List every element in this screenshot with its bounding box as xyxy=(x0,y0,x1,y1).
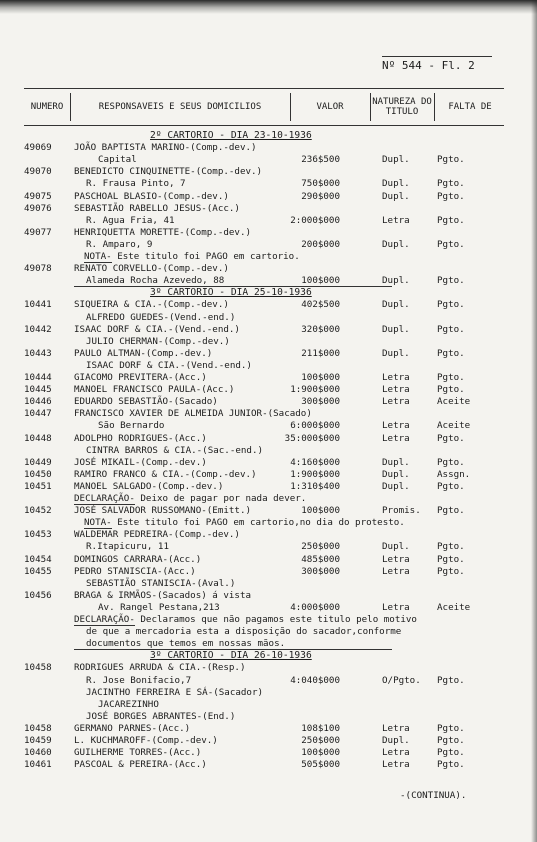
entry-natureza: Letra xyxy=(382,601,410,613)
entry-value: 1:900$000 xyxy=(290,384,340,396)
responsible-party: Capital xyxy=(98,154,137,166)
entry-number: 10459 xyxy=(24,735,52,746)
entry-number: 10449 xyxy=(24,456,52,468)
header-divider xyxy=(70,93,71,121)
entry-natureza: Promis. xyxy=(382,505,421,517)
entry-falta: Pgto. xyxy=(437,722,465,734)
entry-value: 250$000 xyxy=(301,541,340,553)
entry-natureza: Dupl. xyxy=(382,468,410,480)
entry-value: 108$100 xyxy=(301,722,340,734)
responsible-party: documentos que temos em nossas mãos. xyxy=(86,638,286,650)
section-rule xyxy=(74,286,392,287)
section-heading: 3º CARTORIO - DIA 26-10-1936 xyxy=(150,650,312,662)
entry-value: 4:040$000 xyxy=(290,674,340,686)
section-rule xyxy=(74,649,392,650)
responsible-party: Alameda Rocha Azevedo, 88 xyxy=(86,275,225,287)
entry-natureza: Dupl. xyxy=(382,735,410,746)
entry-number: 10447 xyxy=(24,408,52,420)
section-heading: 2º CARTORIO - DIA 23-10-1936 xyxy=(150,130,312,141)
header-divider xyxy=(434,93,435,121)
responsible-party: RAMIRO FRANCO & CIA.-(Comp.-dev.) xyxy=(74,468,257,480)
entry-falta: Pgto. xyxy=(437,505,465,517)
entry-natureza: Letra xyxy=(382,384,410,396)
responsible-party: MANOEL FRANCISCO PAULA-(Acc.) xyxy=(74,384,235,396)
entry-natureza: Letra xyxy=(382,747,410,759)
responsible-party: GIACOMO PREVITERA-(Acc.) xyxy=(74,372,207,383)
entry-natureza: Dupl. xyxy=(382,238,410,250)
entry-falta: Pgto. xyxy=(437,480,465,492)
responsible-party: SEBASTIÃO STANISCIA-(Aval.) xyxy=(86,577,236,589)
responsible-party: DOMINGOS CARRARA-(Acc.) xyxy=(74,553,202,565)
responsible-party: BRAGA & IRMÃOS-(Sacados) á vista xyxy=(74,589,252,601)
entry-number: 10455 xyxy=(24,565,52,577)
entry-number: 10448 xyxy=(24,432,52,444)
entry-natureza: Dupl. xyxy=(382,456,410,468)
scan-right-edge xyxy=(531,0,537,842)
entry-value: 100$000 xyxy=(301,372,340,383)
entry-natureza: Letra xyxy=(382,722,410,734)
entry-falta: Pgto. xyxy=(437,190,465,202)
responsible-party: R. Agua Fria, 41 xyxy=(86,214,175,226)
entry-number: 10443 xyxy=(24,347,52,359)
entry-number: 10458 xyxy=(24,662,52,674)
entry-number: 49077 xyxy=(24,226,52,238)
responsible-party: R. Jose Bonifacio,7 xyxy=(86,674,192,686)
responsible-party: R. Frausa Pinto, 7 xyxy=(86,178,186,190)
entry-natureza: Letra xyxy=(382,565,410,577)
responsible-party: PAULO ALTMAN-(Comp.-dev.) xyxy=(74,347,213,359)
entry-value: 4:160$000 xyxy=(290,456,340,468)
responsible-party: HENRIQUETTA MORETTE-(Comp.-dev.) xyxy=(74,226,252,238)
responsible-party: FRANCISCO XAVIER DE ALMEIDA JUNIOR-(Sacado) xyxy=(74,408,312,420)
entry-falta: Pgto. xyxy=(437,214,465,226)
entry-number: 10461 xyxy=(24,759,52,771)
responsible-party: JACINTHO FERREIRA E SÁ-(Sacador) xyxy=(86,686,264,698)
entry-falta: Pgto. xyxy=(437,541,465,553)
header-divider xyxy=(370,93,371,121)
entry-falta: Pgto. xyxy=(437,553,465,565)
header-valor: VALOR xyxy=(316,102,344,112)
entry-value: 100$000 xyxy=(301,505,340,517)
responsible-party: SIQUEIRA & CIA.-(Comp.-dev.) xyxy=(74,299,229,311)
entry-number: 10445 xyxy=(24,384,52,396)
responsible-party: L. KUCHMAROFF-(Comp.-dev.) xyxy=(74,735,218,746)
responsible-party: JOSÉ SALVADOR RUSSOMANO-(Emitt.) xyxy=(74,505,252,517)
header-natureza: NATUREZA DO TITULO xyxy=(372,97,432,117)
responsible-party: R.Itapicuru, 11 xyxy=(86,541,169,553)
page-reference: Nº 544 - Fl. 2 xyxy=(382,56,492,72)
entry-number: 49069 xyxy=(24,142,52,154)
entry-falta: Pgto. xyxy=(437,735,465,746)
entry-value: 402$500 xyxy=(301,299,340,311)
header-responsaveis: RESPONSAVEIS E SEUS DOMICILIOS xyxy=(98,102,262,112)
entry-falta: Pgto. xyxy=(437,275,465,287)
entry-falta: Aceite xyxy=(437,601,471,613)
responsible-party: de que a mercadoria esta a disposição do sacador,conforme xyxy=(86,626,402,638)
header-falta: FALTA DE xyxy=(448,102,492,112)
entry-value: 236$500 xyxy=(301,154,340,166)
entry-falta: Pgto. xyxy=(437,747,465,759)
responsible-party: CINTRA BARROS & CIA.-(Sac.-end.) xyxy=(86,444,264,456)
entry-falta: Pgto. xyxy=(437,674,465,686)
annotation-text: NOTA- Este titulo foi PAGO em cartorio. xyxy=(84,251,300,262)
entry-falta: Pgto. xyxy=(437,347,465,359)
responsible-party: ADOLPHO RODRIGUES-(Acc.) xyxy=(74,432,207,444)
entry-falta: Aceite xyxy=(437,420,471,432)
entry-number: 10460 xyxy=(24,747,52,759)
responsible-party: WALDEMAR PEDREIRA-(Comp.-dev.) xyxy=(74,529,240,541)
responsible-party: R. Amparo, 9 xyxy=(86,238,153,250)
responsible-party: EDUARDO SEBASTIÃO-(Sacado) xyxy=(74,396,218,408)
entry-value: 1:310$400 xyxy=(290,480,340,492)
entry-value: 750$000 xyxy=(301,178,340,190)
scan-top-edge xyxy=(0,0,537,14)
responsible-party: SEBASTIÃO RABELLO JESUS-(Acc.) xyxy=(74,202,240,214)
responsible-party: GERMANO PARNES-(Acc.) xyxy=(74,722,191,734)
responsible-party: BENEDICTO CINQUINETTE-(Comp.-dev.) xyxy=(74,166,263,178)
entry-value: 320$000 xyxy=(301,323,340,335)
entry-natureza: Dupl. xyxy=(382,347,410,359)
entry-falta: Pgto. xyxy=(437,384,465,396)
responsible-party: ALFREDO GUEDES-(Vend.-end.) xyxy=(86,311,236,323)
entry-natureza: Dupl. xyxy=(382,480,410,492)
entry-natureza: O/Pgto. xyxy=(382,674,421,686)
entry-falta: Pgto. xyxy=(437,178,465,190)
entry-number: 10451 xyxy=(24,480,52,492)
entry-value: 100$000 xyxy=(301,747,340,759)
entry-falta: Pgto. xyxy=(437,299,465,311)
entry-value: 300$000 xyxy=(301,396,340,408)
entry-falta: Assgn. xyxy=(437,468,471,480)
responsible-party: Av. Rangel Pestana,213 xyxy=(98,601,220,613)
entry-natureza: Letra xyxy=(382,420,410,432)
entry-number: 10444 xyxy=(24,372,52,383)
entry-natureza: Dupl. xyxy=(382,178,410,190)
entry-number: 10441 xyxy=(24,299,52,311)
responsible-party: JULIO CHERMAN-(Comp.-dev.) xyxy=(86,335,230,347)
annotation-text: DECLARAÇÃO- Deixo de pagar por nada dever. xyxy=(74,493,307,504)
entry-natureza: Dupl. xyxy=(382,275,410,287)
responsible-party: JOSÉ BORGES ABRANTES-(End.) xyxy=(86,710,236,722)
entry-number: 49075 xyxy=(24,190,52,202)
responsible-party: ISAAC DORF & CIA.-(Vend.-end.) xyxy=(86,359,252,371)
entry-falta: Pgto. xyxy=(437,238,465,250)
entry-natureza: Letra xyxy=(382,372,410,383)
responsible-party: São Bernardo xyxy=(98,420,165,432)
entry-number: 10450 xyxy=(24,468,52,480)
entry-number: 10454 xyxy=(24,553,52,565)
entry-value: 250$000 xyxy=(301,735,340,746)
entry-natureza: Letra xyxy=(382,214,410,226)
entry-natureza: Dupl. xyxy=(382,323,410,335)
table-header xyxy=(24,88,504,126)
header-numero: NUMERO xyxy=(30,102,64,112)
entry-number: 49076 xyxy=(24,202,52,214)
responsible-party: PEDRO STANISCIA-(Acc.) xyxy=(74,565,196,577)
continua-note: -(CONTINUA). xyxy=(400,790,467,801)
responsible-party: JOSÉ MIKAIL-(Comp.-dev.) xyxy=(74,456,207,468)
responsible-party: ISAAC DORF & CIA.-(Vend.-end.) xyxy=(74,323,240,335)
entry-number: 10452 xyxy=(24,505,52,517)
responsible-party: JOÃO BAPTISTA MARINO-(Comp.-dev.) xyxy=(74,142,257,154)
responsible-party: JACAREZINHO xyxy=(98,698,159,710)
entry-falta: Pgto. xyxy=(437,759,465,771)
entry-natureza: Letra xyxy=(382,759,410,771)
entry-number: 10453 xyxy=(24,529,52,541)
entry-natureza: Dupl. xyxy=(382,541,410,553)
entry-number: 49078 xyxy=(24,263,52,275)
entry-value: 485$000 xyxy=(301,553,340,565)
entry-falta: Pgto. xyxy=(437,565,465,577)
entry-value: 100$000 xyxy=(301,275,340,287)
annotation-text: NOTA- Este titulo foi PAGO em cartorio,no dia do protesto. xyxy=(84,517,405,529)
entry-value: 505$000 xyxy=(301,759,340,771)
entry-number: 10446 xyxy=(24,396,52,408)
responsible-party: RENATO CORVELLO-(Comp.-dev.) xyxy=(74,263,229,275)
entry-falta: Pgto. xyxy=(437,154,465,166)
entry-value: 6:000$000 xyxy=(290,420,340,432)
entry-falta: Pgto. xyxy=(437,372,465,383)
entry-natureza: Dupl. xyxy=(382,299,410,311)
entry-number: 10458 xyxy=(24,722,52,734)
entry-natureza: Dupl. xyxy=(382,190,410,202)
entry-value: 1:900$000 xyxy=(290,468,340,480)
entry-falta: Pgto. xyxy=(437,456,465,468)
header-divider xyxy=(290,93,291,121)
responsible-party: MANOEL SALGADO-(Comp.-dev.) xyxy=(74,480,224,492)
annotation-text: DECLARAÇÃO- Declaramos que não pagamos este titulo pelo motivo xyxy=(74,614,417,625)
entry-natureza: Letra xyxy=(382,432,410,444)
section-heading: 3º CARTORIO - DIA 25-10-1936 xyxy=(150,287,312,299)
entry-number: 49070 xyxy=(24,166,52,178)
entry-number: 10442 xyxy=(24,323,52,335)
entry-natureza: Letra xyxy=(382,396,410,408)
entry-falta: Pgto. xyxy=(437,432,465,444)
entry-value: 35:000$000 xyxy=(284,432,340,444)
responsible-party: RODRIGUES ARRUDA & CIA.-(Resp.) xyxy=(74,662,246,674)
responsible-party: PASCHOAL BLASIO-(Comp.-dev.) xyxy=(74,190,229,202)
entry-falta: Aceite xyxy=(437,396,471,408)
entry-value: 300$000 xyxy=(301,565,340,577)
entry-value: 2:000$000 xyxy=(290,214,340,226)
entry-number: 10456 xyxy=(24,589,52,601)
responsible-party: PASCOAL & PEREIRA-(Acc.) xyxy=(74,759,207,771)
entry-value: 290$000 xyxy=(301,190,340,202)
entry-falta: Pgto. xyxy=(437,323,465,335)
responsible-party: GUILHERME TORRES-(Acc.) xyxy=(74,747,202,759)
entry-value: 211$000 xyxy=(301,347,340,359)
entry-value: 4:000$000 xyxy=(290,601,340,613)
entry-natureza: Letra xyxy=(382,553,410,565)
entry-natureza: Dupl. xyxy=(382,154,410,166)
entry-value: 200$000 xyxy=(301,238,340,250)
